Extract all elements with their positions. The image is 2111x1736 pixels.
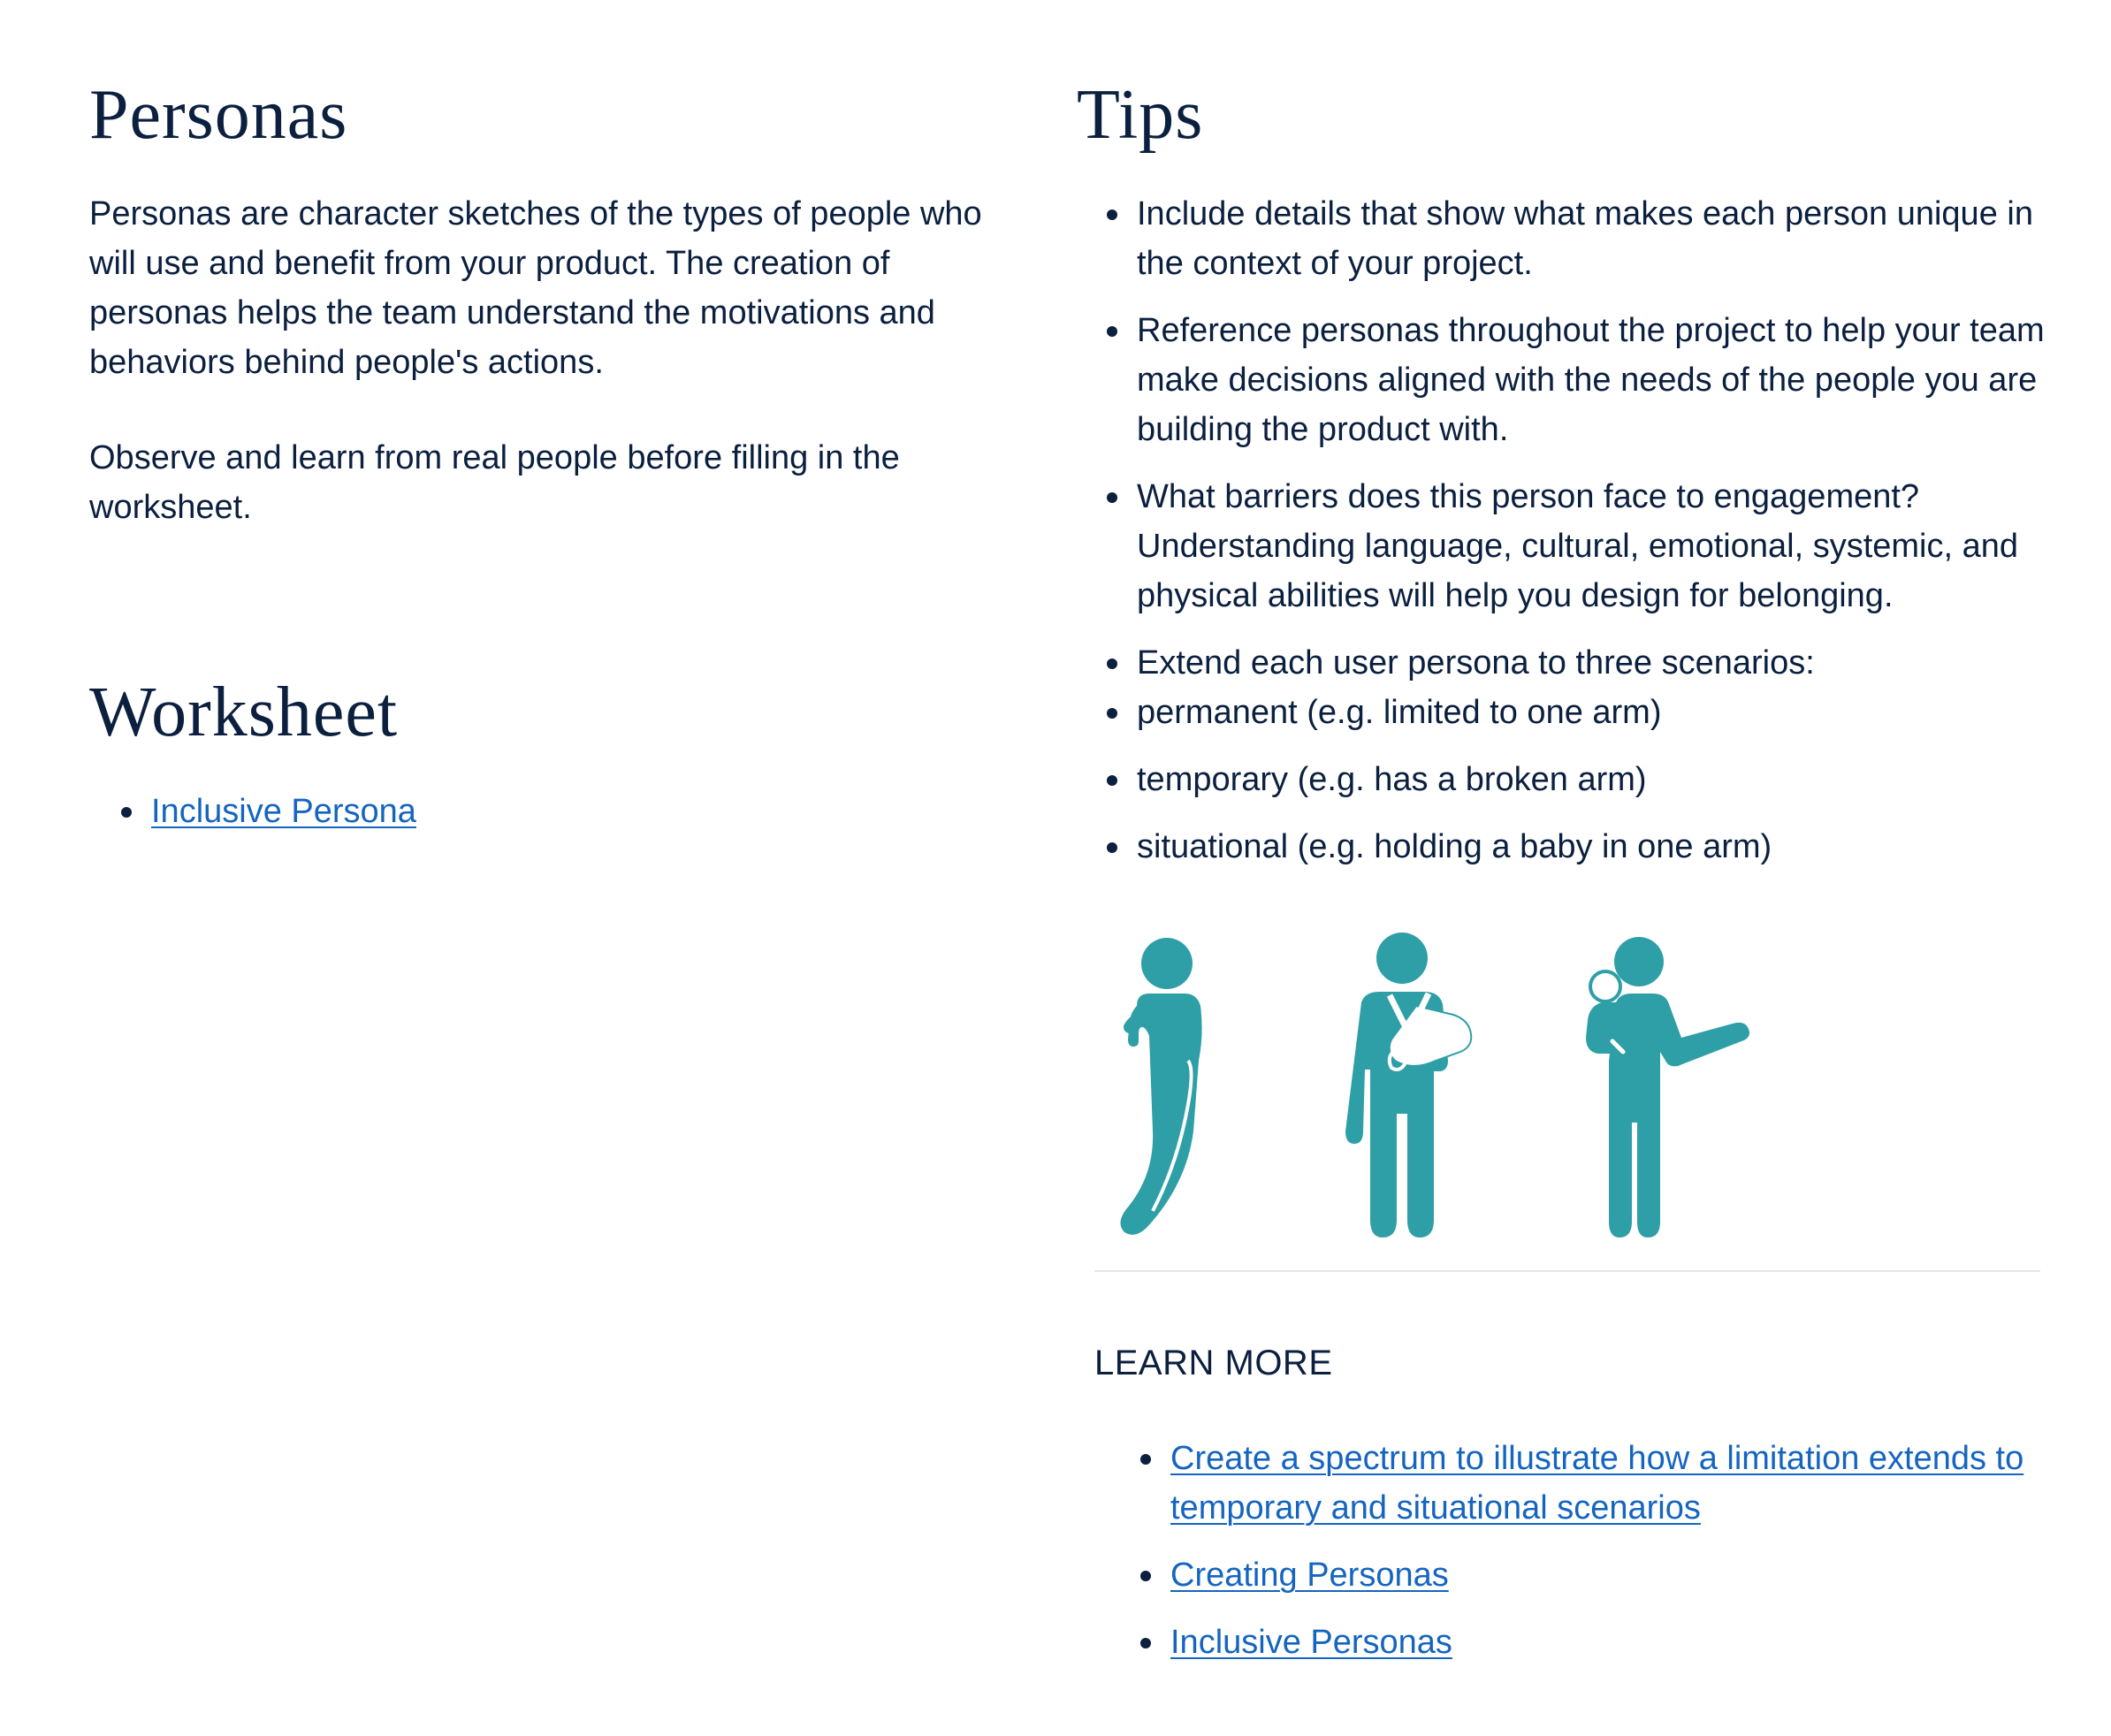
creating-personas-link[interactable]: Creating Personas bbox=[1170, 1557, 1449, 1594]
persona-scenarios-illustration bbox=[1094, 928, 1784, 1246]
tip-scenarios-label: Extend each user persona to three scenarios: bbox=[1137, 644, 1815, 681]
scenario-list bbox=[1137, 688, 2047, 872]
tips-heading: Tips bbox=[1077, 76, 1204, 154]
personas-observe-note: Observe and learn from real people before filling in the worksheet. bbox=[89, 439, 900, 526]
spectrum-link[interactable]: Create a spectrum to illustrate how a limitation extends to temporary and situational scenarios bbox=[1170, 1440, 2024, 1527]
personas-intro: Personas are character sketches of the types of people who will use and benefit from your product. The creation of personas helps the team understand the motivations and behaviors behind people's actions. bbox=[89, 195, 982, 381]
learn-more-list bbox=[1170, 1434, 2054, 1685]
learn-more-item bbox=[1170, 1618, 2054, 1667]
learn-more-item bbox=[1170, 1550, 2054, 1600]
personas-heading: Personas bbox=[89, 76, 348, 154]
situational-figure-icon bbox=[1586, 937, 1749, 1237]
learn-more-heading: LEARN MORE bbox=[1094, 1344, 1333, 1382]
worksheet-list bbox=[151, 787, 416, 836]
tip-item: What barriers does this person face to engagement? Understanding language, cultural, emotional, systemic, and physical abilities will help you design for belonging. bbox=[1137, 472, 2047, 621]
worksheet-heading: Worksheet bbox=[89, 674, 399, 751]
scenario-permanent: permanent (e.g. limited to one arm) bbox=[1137, 688, 2047, 737]
inclusive-personas-link[interactable]: Inclusive Personas bbox=[1170, 1624, 1452, 1661]
tips-list bbox=[1137, 189, 2047, 889]
scenario-situational: situational (e.g. holding a baby in one arm) bbox=[1137, 822, 2047, 872]
scenario-temporary: temporary (e.g. has a broken arm) bbox=[1137, 755, 2047, 804]
tip-item: Reference personas throughout the project to help your team make decisions aligned with the needs of the people you are building the product with. bbox=[1137, 306, 2047, 454]
inclusive-persona-link[interactable]: Inclusive Persona bbox=[151, 793, 416, 830]
permanent-figure-icon bbox=[1120, 938, 1201, 1235]
learn-more-item bbox=[1170, 1434, 2054, 1533]
tip-item: Include details that show what makes each person unique in the context of your project. bbox=[1137, 189, 2047, 288]
temporary-figure-icon bbox=[1345, 933, 1471, 1237]
tip-item-scenarios bbox=[1137, 638, 2047, 872]
worksheet-list-item bbox=[151, 787, 416, 836]
section-divider bbox=[1094, 1270, 2040, 1272]
